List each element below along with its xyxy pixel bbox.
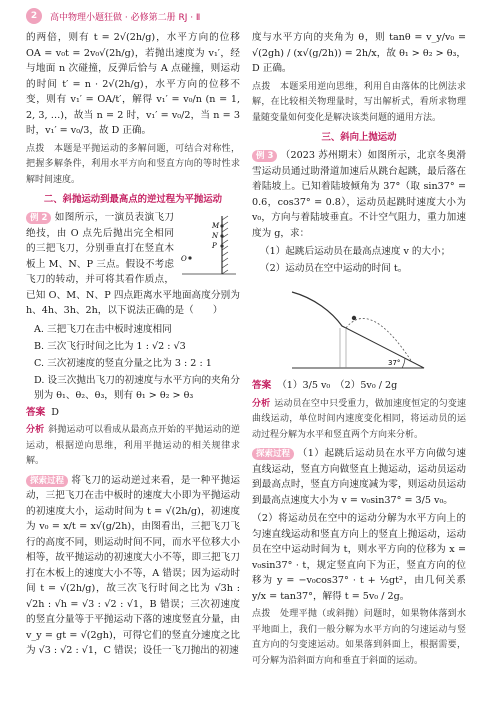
tip-paragraph-2: 点拨 本题采用逆向思维，利用自由落体的比例法求解，在比较相关物理量时，写出解析式，看所求物理量随变量如何变化是解决该类问题的通用方法。	[252, 81, 466, 123]
process-2	[26, 473, 240, 659]
right-paragraph-1: 度与水平方向的夹角为 θ，则 tanθ = v_y/v₀ = √(2gh) / (x√(g/2h)) = 2h/x，故 θ₁ > θ₂ > θ₃，D 正确。	[252, 32, 466, 74]
process-3b: （2）将运动员在空中的运动分解为水平方向上的匀速直线运动和竖直方向上的竖直上抛运动，运动员在空中运动时间为 t，则水平方向的位移为 x = v₀sin37° · t，规定竖直向下为正，竖直方向的位移为 y = −v₀cos37° · t + ½gt²，由几何关系 y/x = tan37°，解得 t = 5v₀ / 2g。	[252, 513, 466, 602]
answer-3	[252, 378, 466, 394]
knife-board-figure	[178, 212, 240, 278]
answer-2-value: D	[51, 406, 59, 418]
analysis-2	[26, 423, 240, 470]
answer-3-label: 答案	[252, 380, 272, 391]
question-2: （2）运动员在空中运动的时间 t。	[260, 263, 408, 274]
label-o: O	[181, 255, 187, 263]
question-1: （1）起跳后运动员在最高点速度 v 的大小；	[260, 246, 451, 257]
analysis-3	[252, 397, 466, 444]
answer-2	[26, 405, 240, 421]
process-2-text: 将飞刀的运动逆过来看，是一种平抛运动，三把飞刀在击中板时的速度大小即为平抛运动的初速度大小，运动时间为 t = √(2h/g)，初速度为 v₀ = x/t = x√(g/2h)，由图看出，三把飞刀飞行的高度不同，则运动时间不同，而水平位移大小相等，故平抛运动的初速度大小不等，即三把飞刀打在木板上的速度大小不等，A 错误；因为运动时间 t = √(2h/g)，故三次飞行时间之比为 √3h : √2h : √h = √3 : √2 : √1，B 错误；三次初速度的竖直分量等于平抛运动下落的速度竖直分量，由 v_y = gt = √(2gh)，可得它们的竖直分速度之比为 √3 : √2 : √1，C 错误；设任一飞刀抛出的初速	[26, 474, 240, 656]
analysis-2-text: 斜抛运动可以看成从最高点开始的平抛运动的逆运动，根据逆向思维，利用平抛运动的相关规律求解。	[26, 425, 240, 466]
option-d: D. 设三次抛出飞刀的初速度与水平方向的夹角分别为 θ₁、θ₂、θ₃，则有 θ₁ > θ₂ > θ₃	[34, 374, 240, 401]
tip-paragraph-3: 点拨 处理平抛（或斜抛）问题时，如果物体落到水平地面上，我们一般分解为水平方向的匀速运动与竖直方向的匀变速运动。如果落到斜面上，根据需要，可分解为沿斜面方向和垂直于斜面的运动。	[252, 609, 466, 666]
example-3-badge: 例 3	[252, 150, 277, 162]
angle-label: 37°	[388, 359, 401, 367]
process-3a	[252, 446, 466, 508]
left-paragraph-1: 的两倍，则有 t = 2√(2h/g)，水平方向的位移 OA = v₀t = 2v₀√(2h/g)，若抛出速度为 v₁′，经与地面 n 次碰撞，反弹后恰与 A 点碰撞，则运动的时间 t′ = n · 2√(2h/g)，水平方向的位移不变，则有 v₁′ = OA/t′，解得 v₁′ = v₀/n (n = 1, 2, 3, …)，故当 n = 2 时，v₁′ = v₀/2，当 n = 3 时，v₁′ = v₀/3，故 D 正确。	[26, 32, 240, 136]
answer-3-value: （1）3/5 v₀ （2）5v₀ / 2g	[277, 380, 398, 391]
option-b: B. 三次飞行时间之比为 1 : √2 : √3	[34, 340, 186, 352]
example-2-text: 如图所示，一演员表演飞刀绝技，由 O 点先后抛出完全相同的三把飞刀，分别垂直打在竖直木板上 M、N、P 三点。假设不考虑飞刀的转动，并可将其看作质点，已知 O、M、N、P 四点距离水平地面高度分别为 h、4h、3h、2h，以下说法正确的是（ ）	[26, 212, 240, 316]
analysis-3-label: 分析	[252, 398, 271, 409]
left-column	[26, 30, 240, 662]
process-3a-text: （1）起跳后运动员在水平方向做匀速直线运动，竖直方向做竖直上抛运动，运动员运动到最高点时，竖直方向速度减为零，则运动员运动到最高点速度大小为 v = v₀sin37° = 3/5 v₀。	[252, 448, 466, 506]
page-number: 2	[26, 8, 42, 24]
example-3	[252, 148, 466, 241]
analysis-3-text: 运动员在空中只受重力，做加速度恒定的匀变速曲线运动，单位时间内速度变化相同，将运动员的运动过程分解为水平和竖直两个方向来分析。	[252, 398, 466, 440]
answer-2-label: 答案	[26, 406, 46, 418]
right-column	[252, 30, 466, 672]
section-heading-3: 三、斜向上抛运动	[321, 132, 397, 143]
page-header	[26, 8, 200, 24]
tip-paragraph: 点拨 本题是平抛运动的多解问题，可结合对称性，把握多解条件，利用水平方向和竖直方向的等时性求解时间速度。	[26, 143, 240, 185]
option-c: C. 三次初速度的竖直分量之比为 3 : 2 : 1	[34, 357, 212, 369]
header-title: 高中物理小题狂做 · 必修第二册 RJ · Ⅱ	[50, 12, 201, 23]
label-n: N	[212, 232, 219, 240]
option-a: A. 三把飞刀在击中板时速度相同	[34, 323, 172, 335]
label-p: P	[212, 242, 217, 250]
ski-jump-figure	[284, 278, 434, 374]
section-heading-2: 二、斜抛运动到最高点的逆过程为平抛运动	[43, 194, 223, 205]
analysis-2-label: 分析	[26, 425, 45, 435]
label-m: M	[212, 222, 220, 230]
example-3-text: （2023 苏州期末）如图所示，北京冬奥滑雪运动员通过助滑道加速后从跳台起跳，最后落在着陆坡上。已知着陆坡倾角为 37°（取 sin37° = 0.6，cos37° = 0.8），运动员起跳时速度大小为 v₀，方向与着陆坡垂直。不计空气阻力，重力加速度为 g，求：	[252, 150, 466, 239]
process-2-badge: 探索过程	[26, 475, 68, 487]
example-2-badge: 例 2	[26, 212, 51, 224]
process-3-badge: 探索过程	[252, 448, 294, 460]
